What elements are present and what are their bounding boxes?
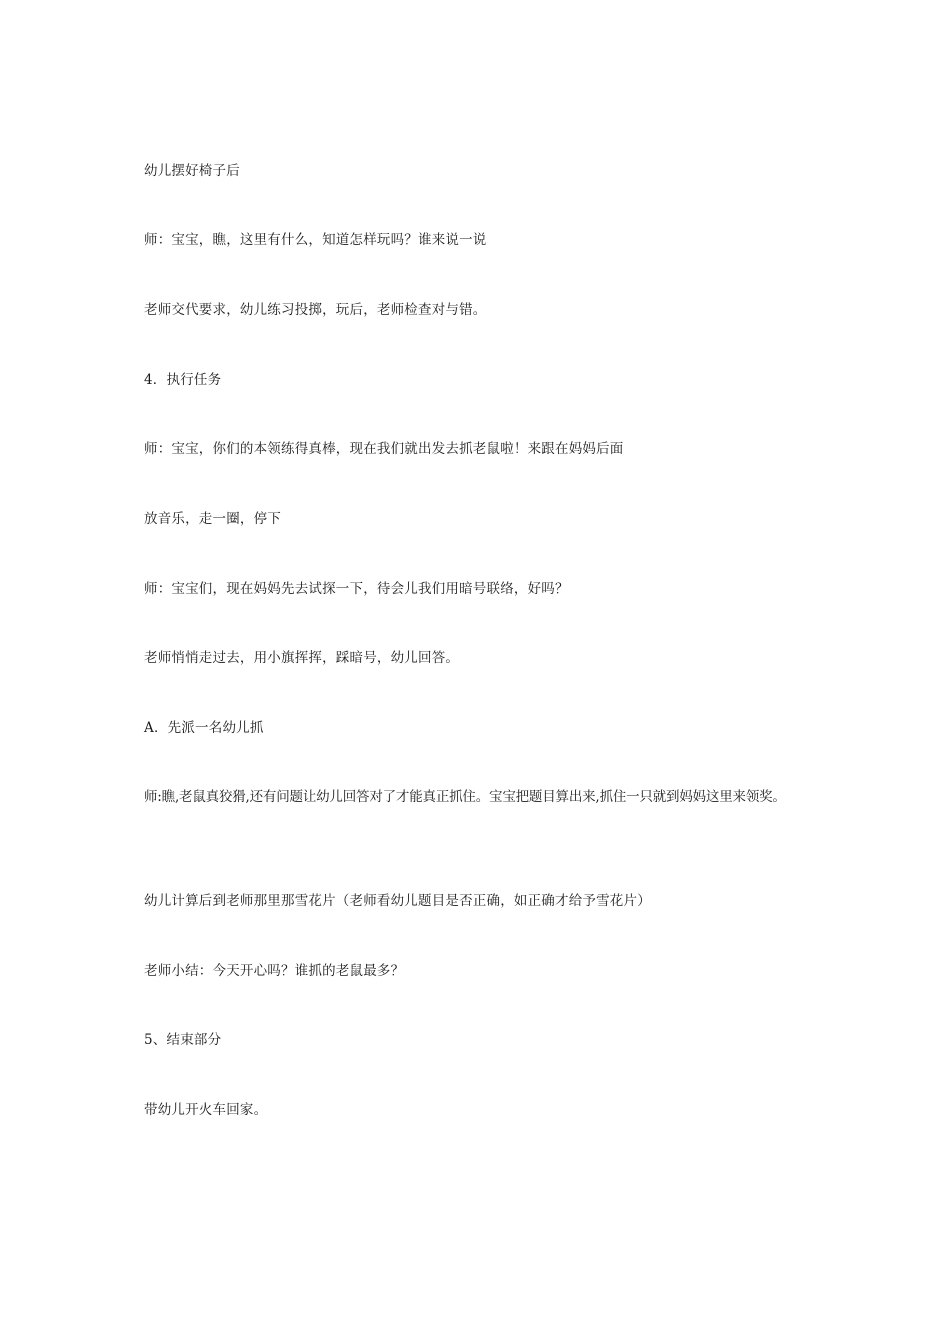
sub-heading-first-child: A．先派一名幼儿抓 <box>144 720 264 736</box>
paragraph-teacher-question: 师：宝宝，瞧，这里有什么，知道怎样玩吗？谁来说一说 <box>144 232 487 248</box>
paragraph-calculation: 幼儿计算后到老师那里那雪花片（老师看幼儿题目是否正确，如正确才给予雪花片） <box>144 893 651 909</box>
paragraph-setup-chairs: 幼儿摆好椅子后 <box>144 163 240 179</box>
paragraph-summary: 老师小结：今天开心吗？谁抓的老鼠最多？ <box>144 963 405 979</box>
paragraph-set-off: 师：宝宝，你们的本领练得真棒，现在我们就出发去抓老鼠啦！来跟在妈妈后面 <box>144 441 624 457</box>
paragraph-signal: 师：宝宝们，现在妈妈先去试探一下，待会儿我们用暗号联络，好吗？ <box>144 581 569 597</box>
paragraph-play-music: 放音乐，走一圈，停下 <box>144 511 281 527</box>
paragraph-clever-mouse: 师:瞧,老鼠真狡猾,还有问题让幼儿回答对了才能真正抓住。宝宝把题目算出来,抓住一只就到妈妈这里来领奖。 <box>144 789 786 805</box>
paragraph-flag-wave: 老师悄悄走过去，用小旗挥挥，踩暗号，幼儿回答。 <box>144 650 460 666</box>
paragraph-train-home: 带幼儿开火车回家。 <box>144 1102 268 1118</box>
section-heading-execute-task: 4．执行任务 <box>144 372 222 388</box>
paragraph-practice-throwing: 老师交代要求，幼儿练习投掷，玩后，老师检查对与错。 <box>144 302 487 318</box>
section-heading-ending: 5、结束部分 <box>144 1032 222 1048</box>
